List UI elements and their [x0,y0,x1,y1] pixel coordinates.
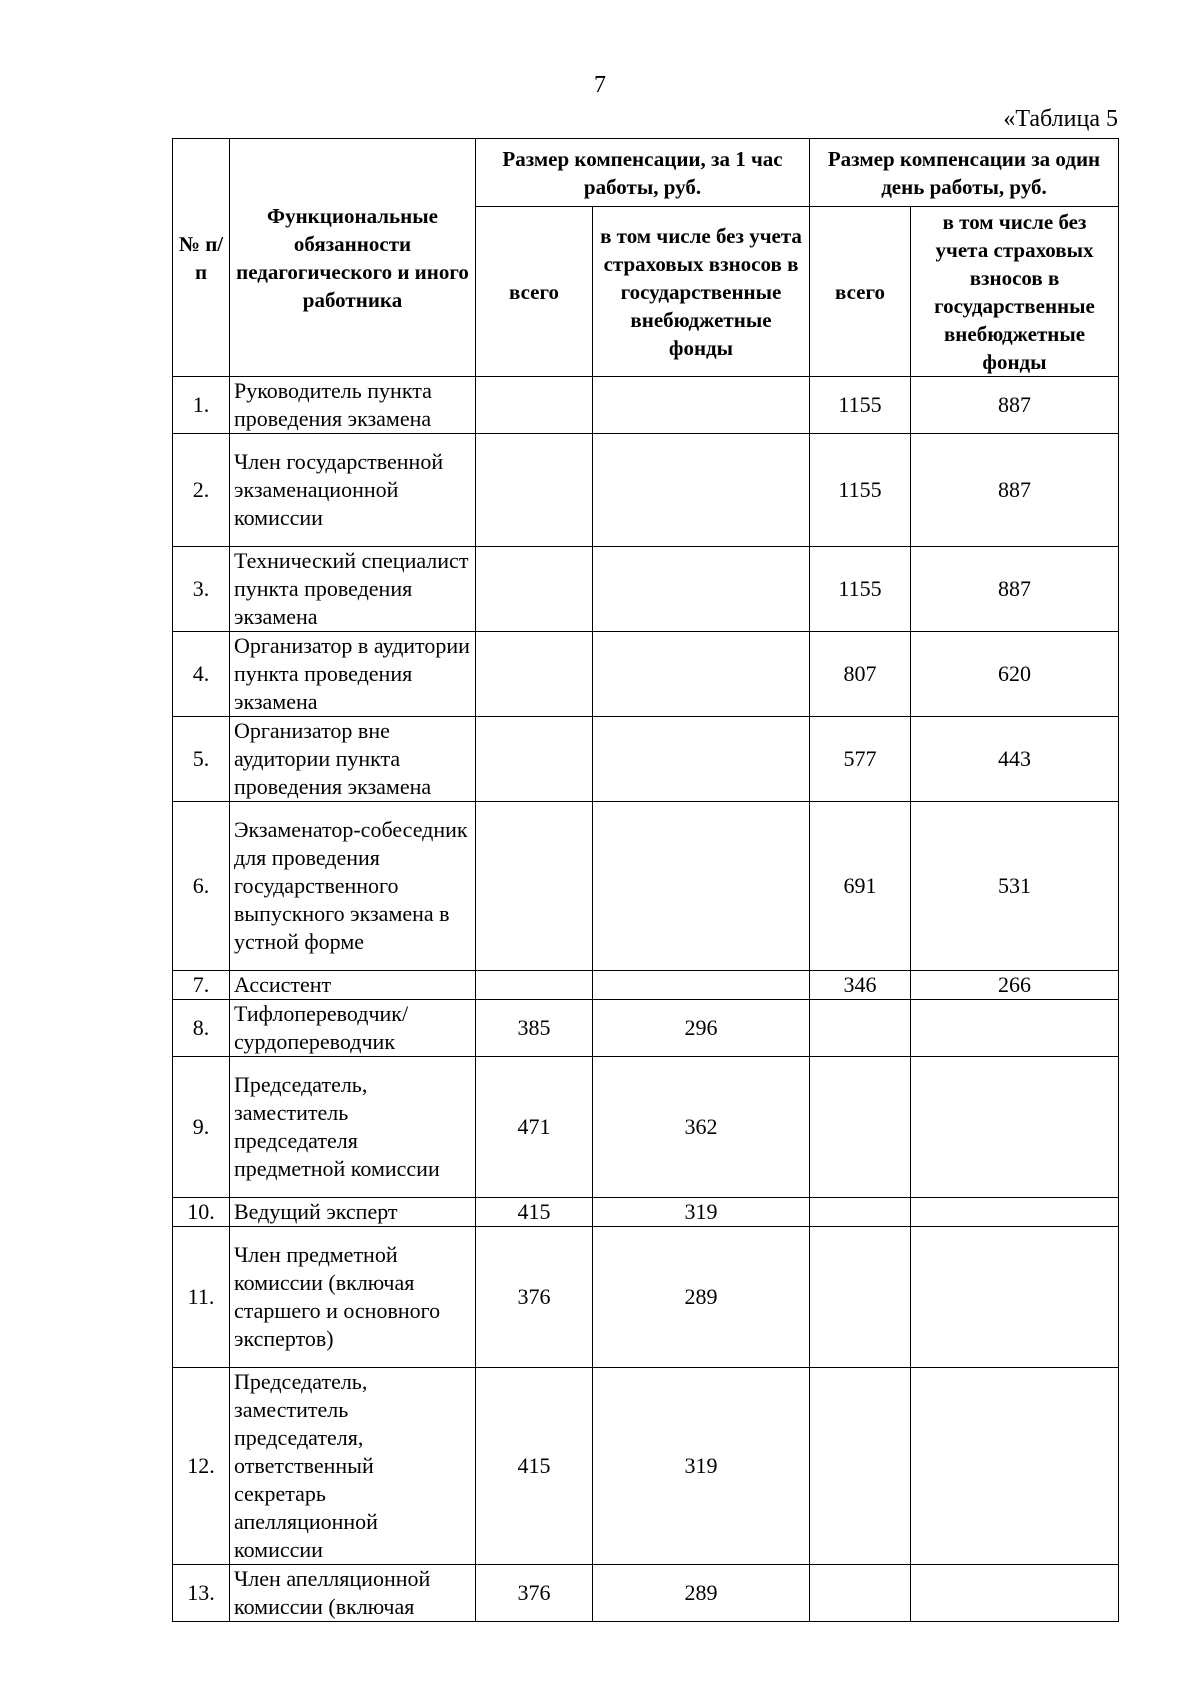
table-row [173,1565,1119,1622]
row-day-total: 1155 [810,547,911,632]
row-day-excl: 443 [911,717,1119,802]
table-row [173,547,1119,632]
row-num: 2. [173,434,230,547]
row-day-excl [911,1057,1119,1198]
page-number: 7 [594,72,606,98]
row-duty: Член предметной комиссии (включая старшего и основного экспертов) [230,1227,476,1368]
row-day-total: 691 [810,802,911,971]
row-day-excl: 531 [911,802,1119,971]
row-hour-excl: 362 [593,1057,810,1198]
row-day-excl [911,1198,1119,1227]
row-day-excl [911,1368,1119,1565]
row-hour-total [476,971,593,1000]
row-duty: Ассистент [230,971,476,1000]
row-day-total: 346 [810,971,911,1000]
row-hour-total [476,434,593,547]
row-num: 3. [173,547,230,632]
row-hour-excl: 319 [593,1368,810,1565]
row-day-total: 1155 [810,377,911,434]
row-duty: Член апелляционной комиссии (включая [230,1565,476,1622]
table-row [173,632,1119,717]
row-hour-total: 385 [476,1000,593,1057]
row-day-total [810,1198,911,1227]
row-day-excl: 266 [911,971,1119,1000]
table-row [173,971,1119,1000]
row-hour-total: 376 [476,1227,593,1368]
row-hour-excl [593,717,810,802]
table-row [173,1000,1119,1057]
row-day-excl: 620 [911,632,1119,717]
row-hour-excl [593,547,810,632]
row-hour-excl [593,434,810,547]
row-duty: Председатель, заместитель председателя, ответственный секретарь апелляционной комиссии [230,1368,476,1565]
compensation-table [172,138,1119,1622]
row-num: 12. [173,1368,230,1565]
table-row [173,717,1119,802]
row-duty: Технический специалист пункта проведения экзамена [230,547,476,632]
row-hour-excl [593,632,810,717]
header-per-hour: Размер компенсации, за 1 час работы, руб. [476,139,810,207]
row-num: 4. [173,632,230,717]
row-day-total [810,1000,911,1057]
row-duty: Тифлопереводчик/ сурдопереводчик [230,1000,476,1057]
row-hour-excl [593,802,810,971]
table-row [173,1057,1119,1198]
header-day-excl: в том числе без учета страховых взносов в государственные внебюджетные фонды [911,207,1119,377]
row-duty: Экзаменатор-собеседник для проведения государственного выпускного экзамена в устной форме [230,802,476,971]
row-duty: Член государственной экзаменационной комиссии [230,434,476,547]
table-row [173,434,1119,547]
row-num: 11. [173,1227,230,1368]
row-hour-excl [593,971,810,1000]
row-day-excl [911,1000,1119,1057]
row-duty: Ведущий эксперт [230,1198,476,1227]
row-hour-excl: 296 [593,1000,810,1057]
table-caption: «Таблица 5 [1003,106,1118,132]
row-duty: Организатор в аудитории пункта проведения экзамена [230,632,476,717]
table-row [173,1198,1119,1227]
row-num: 9. [173,1057,230,1198]
row-day-total: 807 [810,632,911,717]
table-row [173,802,1119,971]
row-day-total [810,1057,911,1198]
row-hour-excl: 319 [593,1198,810,1227]
row-hour-excl: 289 [593,1227,810,1368]
row-hour-total: 415 [476,1198,593,1227]
header-day-total: всего [810,207,911,377]
row-day-total [810,1227,911,1368]
row-hour-total [476,377,593,434]
row-hour-excl [593,377,810,434]
row-day-excl [911,1565,1119,1622]
row-day-excl [911,1227,1119,1368]
header-hour-excl: в том числе без учета страховых взносов в государственные внебюджетные фонды [593,207,810,377]
row-hour-total: 376 [476,1565,593,1622]
row-day-total: 577 [810,717,911,802]
row-hour-total [476,717,593,802]
row-hour-total [476,632,593,717]
row-duty: Руководитель пункта проведения экзамена [230,377,476,434]
row-num: 10. [173,1198,230,1227]
row-hour-excl: 289 [593,1565,810,1622]
row-day-excl: 887 [911,434,1119,547]
row-num: 5. [173,717,230,802]
row-hour-total [476,802,593,971]
table-body [173,377,1119,1622]
row-duty: Организатор вне аудитории пункта проведения экзамена [230,717,476,802]
table-row [173,1368,1119,1565]
row-day-total [810,1565,911,1622]
row-hour-total: 415 [476,1368,593,1565]
row-num: 8. [173,1000,230,1057]
table-header [173,139,1119,377]
header-hour-total: всего [476,207,593,377]
row-num: 7. [173,971,230,1000]
table-row [173,1227,1119,1368]
table-row [173,377,1119,434]
header-num: № п/п [173,139,230,377]
row-day-total: 1155 [810,434,911,547]
row-day-excl: 887 [911,377,1119,434]
row-duty: Председатель, заместитель председателя предметной комиссии [230,1057,476,1198]
header-duty: Функциональные обязанности педагогического и иного работника [230,139,476,377]
row-hour-total: 471 [476,1057,593,1198]
row-num: 13. [173,1565,230,1622]
row-num: 6. [173,802,230,971]
row-day-excl: 887 [911,547,1119,632]
row-num: 1. [173,377,230,434]
row-hour-total [476,547,593,632]
row-day-total [810,1368,911,1565]
header-per-day: Размер компенсации за один день работы, руб. [810,139,1119,207]
